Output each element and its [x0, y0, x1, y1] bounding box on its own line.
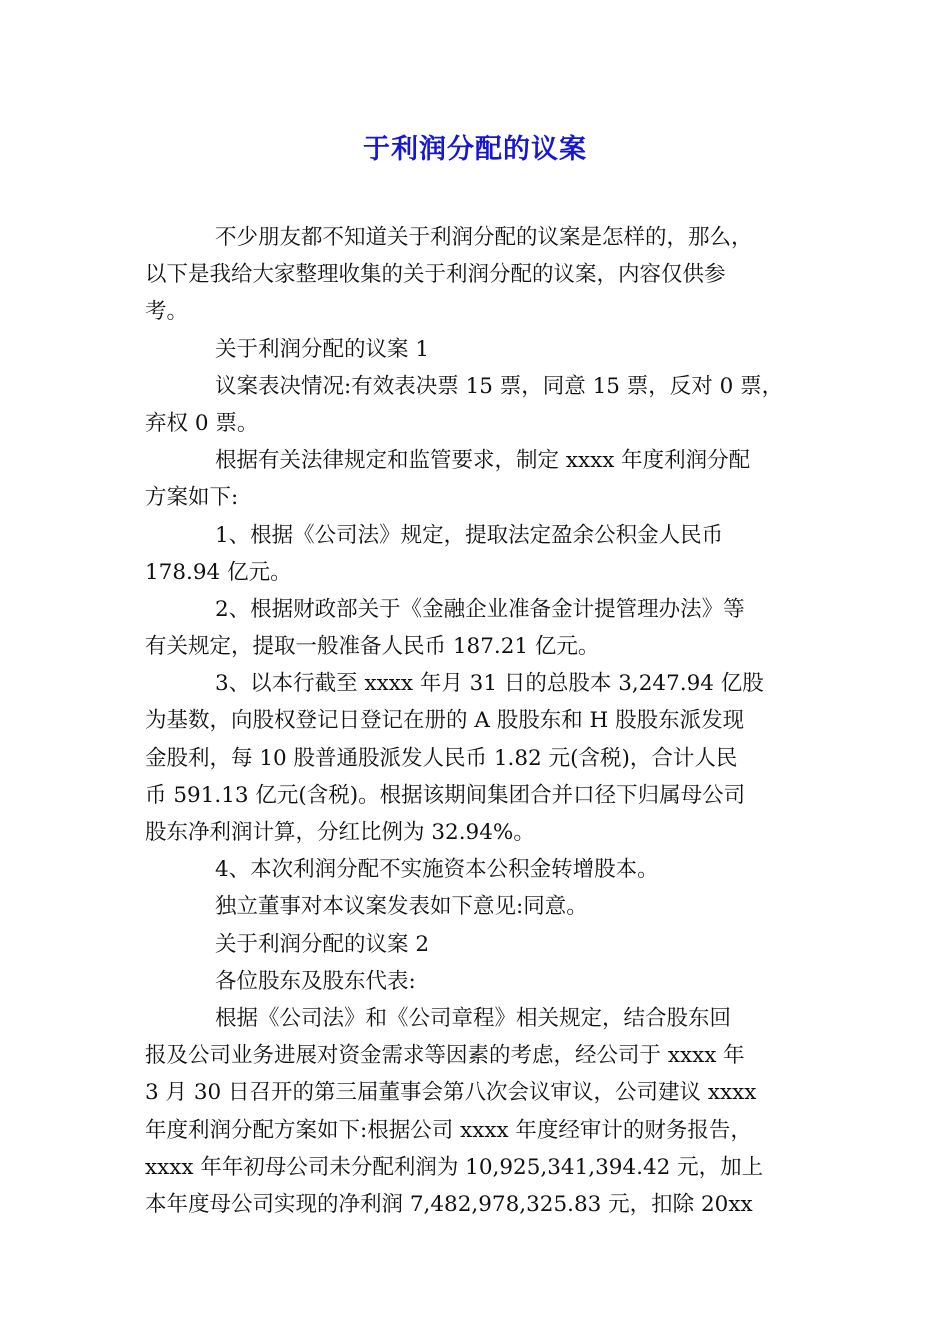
- text-line: 方案如下:: [145, 485, 239, 511]
- text-line: 以下是我给大家整理收集的关于利润分配的议案，内容仅供参: [145, 262, 726, 288]
- text-line: 3、以本行截至 xxxx 年月 31 日的总股本 3,247.94 亿股: [215, 671, 764, 697]
- text-line: 关于利润分配的议案 2: [215, 931, 430, 957]
- text-line: 本年度母公司实现的净利润 7,482,978,325.83 元，扣除 20xx: [145, 1191, 753, 1217]
- text-line: xxxx 年年初母公司未分配利润为 10,925,341,394.42 元，加上: [145, 1154, 764, 1180]
- text-line: 1、根据《公司法》规定，提取法定盈余公积金人民币: [215, 522, 724, 548]
- text-line: 独立董事对本议案发表如下意见:同意。: [215, 894, 588, 920]
- text-line: 考。: [145, 299, 189, 325]
- text-line: 弃权 0 票。: [145, 410, 259, 436]
- text-line: 根据《公司法》和《公司章程》相关规定，结合股东回: [215, 1005, 732, 1031]
- text-line: 3 月 30 日召开的第三届董事会第八次会议审议，公司建议 xxxx: [145, 1080, 757, 1106]
- text-line: 报及公司业务进展对资金需求等因素的考虑，经公司于 xxxx 年: [145, 1043, 745, 1069]
- text-line: 股东净利润计算，分红比例为 32.94%。: [145, 820, 535, 845]
- text-line: 不少朋友都不知道关于利润分配的议案是怎样的，那么，: [215, 225, 753, 250]
- text-line: 金股利，每 10 股普通股派发人民币 1.82 元(含税)，合计人民: [145, 745, 738, 771]
- document-title: 于利润分配的议案: [363, 134, 587, 165]
- text-line: 有关规定，提取一般准备人民币 187.21 亿元。: [145, 634, 600, 660]
- text-line: 币 591.13 亿元(含税)。根据该期间集团合并口径下归属母公司: [145, 782, 746, 808]
- text-line: 根据有关法律规定和监管要求，制定 xxxx 年度利润分配: [215, 448, 751, 474]
- text-line: 年度利润分配方案如下:根据公司 xxxx 年度经审计的财务报告，: [145, 1117, 752, 1143]
- text-line: 各位股东及股东代表:: [215, 968, 416, 994]
- text-line: 2、根据财政部关于《金融企业准备金计提管理办法》等: [215, 596, 745, 622]
- text-line: 为基数，向股权登记日登记在册的 A 股股东和 H 股股东派发现: [145, 708, 745, 734]
- document-body: [145, 219, 807, 1223]
- text-line: 关于利润分配的议案 1: [215, 336, 430, 362]
- text-line: 4、本次利润分配不实施资本公积金转增股本。: [215, 857, 659, 883]
- text-line: 议案表决情况:有效表决票 15 票，同意 15 票，反对 0 票，: [215, 373, 784, 399]
- text-line: 178.94 亿元。: [145, 559, 292, 585]
